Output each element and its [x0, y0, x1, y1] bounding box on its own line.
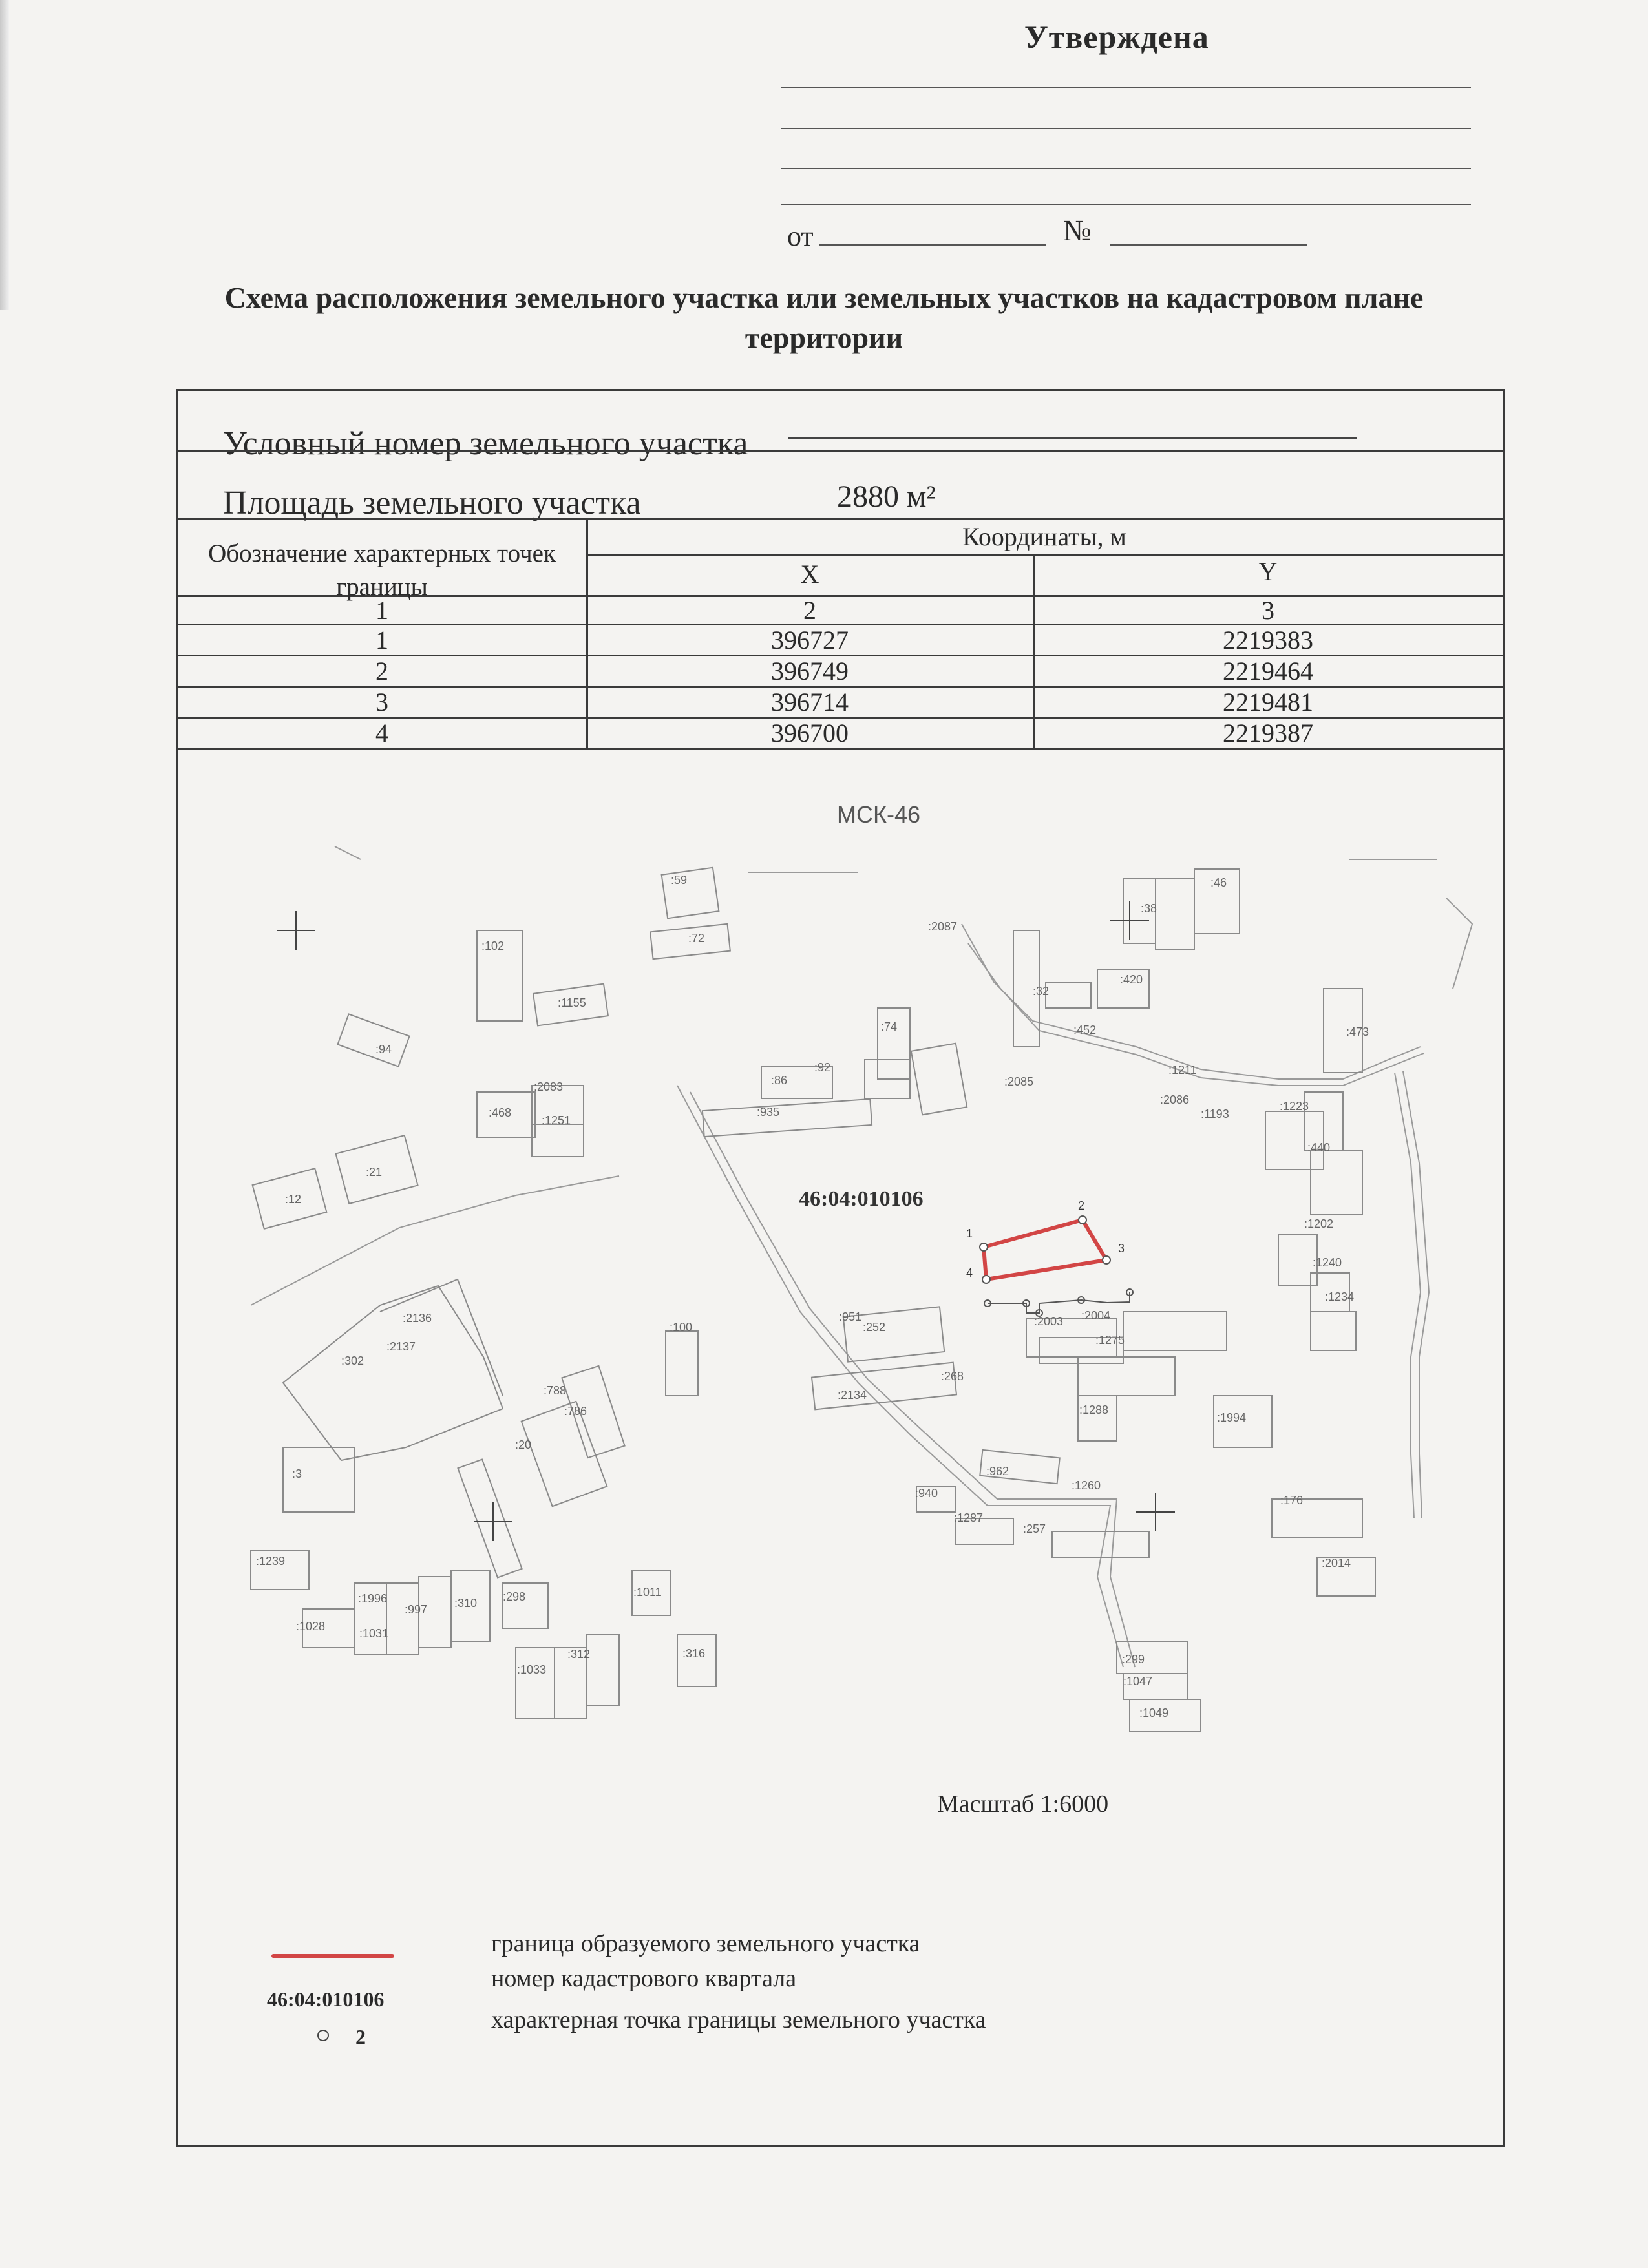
parcel-number-label: :74 [881, 1020, 898, 1033]
parcel-number-label: :176 [1280, 1494, 1304, 1507]
parcel-number-label: :92 [814, 1061, 831, 1074]
adjacent-boundary [984, 1289, 1133, 1316]
parcel-number-label: :1260 [1072, 1479, 1101, 1492]
formed-parcel-boundary [980, 1216, 1110, 1283]
table-row-1-y: 2219383 [1223, 625, 1313, 655]
area-label: Площадь земельного участка [223, 485, 641, 521]
boundary-point-2 [1079, 1216, 1086, 1224]
parcel-number-label: :1028 [296, 1620, 326, 1633]
table-row-2-x: 396749 [771, 656, 849, 686]
crs-label: МСК-46 [837, 801, 920, 828]
parcel-number-label: :2134 [838, 1389, 867, 1402]
parcel-number-label: :1155 [558, 996, 586, 1009]
parcel-number-label: :94 [375, 1043, 392, 1056]
parcel-number-label: :786 [564, 1405, 587, 1418]
table-row-4-y: 2219387 [1223, 719, 1313, 748]
document-title: Схема расположения земельного участка или земельных участков на кадастровом плане территории [224, 281, 1424, 354]
conditional-number-label: Условный номер земельного участка [223, 425, 748, 462]
parcel-number-label: :298 [503, 1590, 526, 1603]
parcel-number-label: :440 [1307, 1141, 1331, 1154]
parcel-number-label: :1996 [358, 1592, 388, 1605]
table-row-4-point: 4 [375, 719, 388, 748]
parcel-number-label: :1239 [256, 1555, 286, 1568]
parcel-number-label: :2004 [1081, 1309, 1111, 1322]
x-column-header: X [800, 560, 819, 589]
parcel-number-label: :3 [292, 1467, 302, 1480]
legend-point-symbol [317, 2030, 329, 2041]
parcel-number-label: :100 [670, 1321, 693, 1334]
parcel-number-label: :316 [682, 1647, 706, 1660]
parcel-number-label: :1234 [1325, 1290, 1355, 1303]
parcel-number-label: :1193 [1201, 1108, 1229, 1120]
parcel-number-label: :2137 [386, 1340, 416, 1353]
table-row-4-x: 396700 [771, 719, 849, 748]
parcel-number-label: :2003 [1034, 1315, 1064, 1328]
approval-blank-line-2 [781, 128, 1471, 129]
parcel-number-label: :1251 [542, 1114, 571, 1127]
legend-boundary-symbol [271, 1954, 394, 1958]
table-rule [178, 450, 1503, 452]
points-column-header: Обозначение характерных точек границы [208, 540, 556, 601]
point-label-1: 1 [966, 1227, 973, 1240]
legend-quarter-text: номер кадастрового квартала [491, 1965, 797, 1992]
parcel-number-label: :1031 [359, 1627, 389, 1640]
table-row-1-x: 396727 [771, 625, 849, 655]
parcel-number-label: :1211 [1168, 1064, 1197, 1076]
index-cell-3: 3 [1262, 596, 1274, 625]
point-label-3: 3 [1118, 1242, 1125, 1255]
legend-boundary-text: граница образуемого земельного участка [491, 1930, 920, 1957]
parcel-number-label: :473 [1346, 1025, 1369, 1038]
cadastral-map [180, 775, 1498, 2094]
parcel-number-label: :72 [688, 932, 705, 945]
table-row-2-y: 2219464 [1223, 656, 1313, 686]
approval-date-blank [819, 244, 1046, 246]
area-value: 2880 м² [837, 479, 936, 514]
approval-blank-line-1 [781, 87, 1471, 88]
parcel-number-label: :1275 [1095, 1334, 1125, 1347]
parcel-number-label: :951 [839, 1310, 862, 1323]
y-column-header: Y [1258, 557, 1278, 586]
parcel-number-label: :102 [481, 940, 505, 952]
parcel-number-label: :788 [544, 1384, 567, 1397]
parcel-number-label: :302 [341, 1354, 364, 1367]
parcel-number-label: :1011 [633, 1586, 662, 1599]
parcels [251, 868, 1375, 1732]
table-row-3-point: 3 [375, 688, 388, 717]
parcel-number-label: :257 [1023, 1522, 1046, 1535]
approval-number-blank [1110, 244, 1307, 246]
approved-heading: Утверждена [1024, 19, 1209, 55]
legend-point-number: 2 [355, 2025, 366, 2048]
parcel-number-label: :38 [1141, 902, 1157, 915]
parcel-number-label: :2086 [1160, 1093, 1190, 1106]
coordinates-header: Координаты, м [962, 522, 1126, 551]
approval-blank-line-3 [781, 168, 1471, 169]
boundary-point-1 [980, 1243, 988, 1251]
approval-date-label: от [787, 220, 814, 252]
roads [251, 846, 1472, 1667]
parcel-number-label: :2087 [928, 920, 958, 933]
table-rule [586, 554, 1503, 556]
legend-quarter-code: 46:04:010106 [267, 1988, 385, 2011]
parcel-number-label: :312 [567, 1648, 591, 1661]
parcel-number-label: :21 [366, 1166, 383, 1179]
parcel-number-label: :59 [671, 874, 688, 887]
parcel-number-label: :420 [1120, 973, 1143, 986]
point-label-4: 4 [966, 1266, 973, 1279]
parcel-number-label: :310 [454, 1597, 478, 1610]
index-cell-2: 2 [803, 596, 816, 625]
conditional-number-blank [788, 437, 1357, 439]
parcel-number-label: :1288 [1079, 1403, 1109, 1416]
parcel-number-label: :997 [405, 1603, 428, 1616]
parcel-number-label: :268 [941, 1370, 964, 1383]
legend-point-text: характерная точка границы земельного участка [491, 2006, 986, 2033]
parcel-number-label: :1240 [1313, 1256, 1342, 1269]
parcel-number-label: :468 [489, 1106, 512, 1119]
parcel-number-label: :12 [285, 1193, 302, 1206]
table-rule [178, 748, 1503, 750]
parcel-number-label: :32 [1033, 985, 1050, 998]
scale-label: Масштаб 1:6000 [937, 1790, 1109, 1818]
table-row-3-x: 396714 [771, 688, 849, 717]
parcel-number-label: :2014 [1322, 1557, 1351, 1570]
table-row-1-point: 1 [375, 625, 388, 655]
approval-number-label: № [1063, 214, 1092, 247]
parcel-number-label: :86 [771, 1074, 788, 1087]
parcel-number-label: :1223 [1280, 1100, 1309, 1113]
parcel-number-label: :962 [986, 1465, 1009, 1478]
boundary-point-3 [1103, 1256, 1110, 1264]
parcel-number-label: :452 [1073, 1024, 1097, 1036]
quarter-label: 46:04:010106 [799, 1187, 924, 1211]
table-row-3-y: 2219481 [1223, 688, 1313, 717]
scan-page-edge [0, 0, 9, 310]
parcel-labels [256, 874, 1369, 1719]
parcel-number-label: :46 [1210, 876, 1227, 889]
parcel-number-label: :1202 [1304, 1217, 1334, 1230]
boundary-point-4 [982, 1276, 990, 1283]
parcel-number-label: :299 [1122, 1653, 1145, 1666]
index-cell-1: 1 [375, 596, 388, 625]
parcel-number-label: :1047 [1123, 1675, 1153, 1688]
parcel-number-label: :940 [915, 1487, 938, 1500]
table-row-2-point: 2 [375, 656, 388, 686]
parcel-number-label: :935 [757, 1106, 780, 1118]
parcel-number-label: :1287 [954, 1511, 984, 1524]
parcel-number-label: :2083 [534, 1080, 564, 1093]
point-label-2: 2 [1078, 1199, 1085, 1212]
parcel-number-label: :252 [863, 1321, 886, 1334]
parcel-number-label: :2085 [1004, 1075, 1034, 1088]
parcel-number-label: :2136 [403, 1312, 432, 1325]
parcel-number-label: :1994 [1217, 1411, 1247, 1424]
parcel-number-label: :1033 [517, 1663, 547, 1676]
table-rule [178, 518, 1503, 520]
approval-blank-line-4 [781, 204, 1471, 205]
parcel-number-label: :1049 [1139, 1706, 1169, 1719]
parcel-number-label: :20 [515, 1438, 532, 1451]
